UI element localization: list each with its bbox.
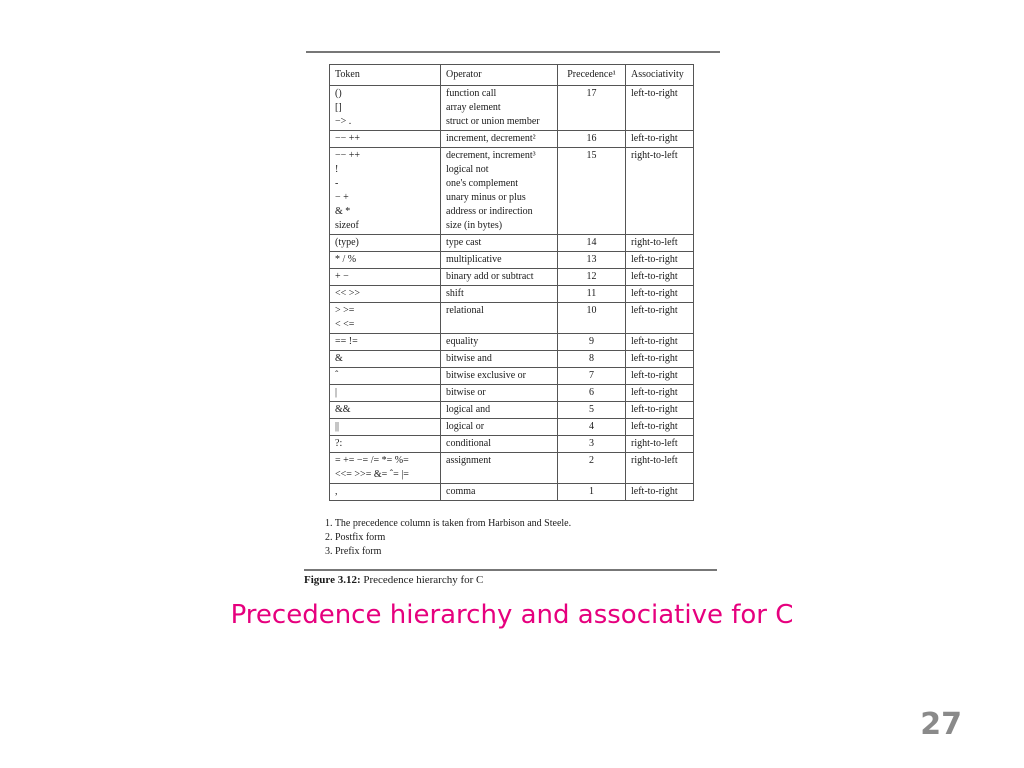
cell-precedence: 2 xyxy=(558,453,626,484)
table-row xyxy=(330,453,694,484)
cell-associativity: left-to-right xyxy=(626,86,694,131)
cell-token: , xyxy=(330,484,441,501)
cell-associativity: right-to-left xyxy=(626,235,694,252)
cell-token: & xyxy=(330,351,441,368)
cell-operator: conditional xyxy=(441,436,558,453)
table-row xyxy=(330,148,694,235)
cell-token: == != xyxy=(330,334,441,351)
cell-associativity: left-to-right xyxy=(626,484,694,501)
cell-associativity: left-to-right xyxy=(626,419,694,436)
cell-precedence: 6 xyxy=(558,385,626,402)
table-row xyxy=(330,86,694,131)
cell-operator: shift xyxy=(441,286,558,303)
cell-precedence: 7 xyxy=(558,368,626,385)
figure-top-rule xyxy=(306,51,720,53)
cell-associativity: left-to-right xyxy=(626,131,694,148)
cell-operator: bitwise and xyxy=(441,351,558,368)
table-row xyxy=(330,303,694,334)
caption-label: Figure 3.12: xyxy=(304,574,361,586)
cell-operator: comma xyxy=(441,484,558,501)
cell-operator: relational xyxy=(441,303,558,334)
cell-token: || xyxy=(330,419,441,436)
cell-precedence: 13 xyxy=(558,252,626,269)
footnotes xyxy=(325,517,571,559)
cell-precedence: 15 xyxy=(558,148,626,235)
footnote-1: 1. The precedence column is taken from Harbison and Steele. xyxy=(325,518,572,529)
footnote-2: 2. Postfix form xyxy=(325,532,386,543)
cell-token: (type) xyxy=(330,235,441,252)
cell-associativity: right-to-left xyxy=(626,453,694,484)
table-row xyxy=(330,235,694,252)
table-row xyxy=(330,334,694,351)
cell-token: << >> xyxy=(330,286,441,303)
cell-operator: increment, decrement² xyxy=(441,131,558,148)
cell-token: && xyxy=(330,402,441,419)
cell-operator: type cast xyxy=(441,235,558,252)
cell-associativity: left-to-right xyxy=(626,303,694,334)
cell-token: * / % xyxy=(330,252,441,269)
table-row xyxy=(330,286,694,303)
cell-operator: decrement, increment³ logical not one's complement unary minus or plus address or indirection size (in bytes) xyxy=(441,148,558,235)
cell-precedence: 4 xyxy=(558,419,626,436)
cell-associativity: left-to-right xyxy=(626,402,694,419)
cell-operator: bitwise exclusive or xyxy=(441,368,558,385)
cell-token: | xyxy=(330,385,441,402)
cell-token: −− ++ xyxy=(330,131,441,148)
table-row xyxy=(330,402,694,419)
caption-text: Precedence hierarchy for C xyxy=(360,574,484,586)
slide-title: Precedence hierarchy and associative for C xyxy=(230,600,794,630)
cell-token: ?: xyxy=(330,436,441,453)
cell-associativity: left-to-right xyxy=(626,385,694,402)
cell-token: = += −= /= *= %= <<= >>= &= ˆ= |= xyxy=(330,453,441,484)
table-row xyxy=(330,436,694,453)
cell-precedence: 14 xyxy=(558,235,626,252)
header-operator: Operator xyxy=(441,65,558,86)
cell-precedence: 3 xyxy=(558,436,626,453)
cell-associativity: left-to-right xyxy=(626,252,694,269)
cell-precedence: 8 xyxy=(558,351,626,368)
cell-precedence: 16 xyxy=(558,131,626,148)
cell-precedence: 9 xyxy=(558,334,626,351)
cell-token: ˆ xyxy=(330,368,441,385)
cell-token: () [] −> . xyxy=(330,86,441,131)
table-body xyxy=(330,86,694,501)
figure-caption xyxy=(304,573,483,587)
table-row xyxy=(330,419,694,436)
cell-operator: multiplicative xyxy=(441,252,558,269)
figure-bottom-rule xyxy=(304,569,717,571)
cell-precedence: 5 xyxy=(558,402,626,419)
cell-token: + − xyxy=(330,269,441,286)
table-row xyxy=(330,368,694,385)
cell-operator: bitwise or xyxy=(441,385,558,402)
precedence-table xyxy=(329,64,694,501)
cell-operator: logical and xyxy=(441,402,558,419)
cell-associativity: left-to-right xyxy=(626,286,694,303)
table-row xyxy=(330,252,694,269)
cell-token: −− ++ ! - − + & * sizeof xyxy=(330,148,441,235)
cell-operator: logical or xyxy=(441,419,558,436)
header-precedence: Precedence¹ xyxy=(558,65,626,86)
table-row xyxy=(330,385,694,402)
cell-associativity: right-to-left xyxy=(626,148,694,235)
cell-precedence: 11 xyxy=(558,286,626,303)
page-number: 27 xyxy=(920,707,962,742)
cell-associativity: left-to-right xyxy=(626,269,694,286)
header-token: Token xyxy=(330,65,441,86)
cell-operator: binary add or subtract xyxy=(441,269,558,286)
footnote-3: 3. Prefix form xyxy=(325,546,382,557)
cell-precedence: 10 xyxy=(558,303,626,334)
cell-operator: assignment xyxy=(441,453,558,484)
header-associativity: Associativity xyxy=(626,65,694,86)
cell-operator: function call array element struct or union member xyxy=(441,86,558,131)
cell-precedence: 12 xyxy=(558,269,626,286)
cell-token: > >= < <= xyxy=(330,303,441,334)
cell-associativity: right-to-left xyxy=(626,436,694,453)
table-row xyxy=(330,131,694,148)
cell-associativity: left-to-right xyxy=(626,368,694,385)
cell-associativity: left-to-right xyxy=(626,334,694,351)
cell-precedence: 17 xyxy=(558,86,626,131)
table-row xyxy=(330,351,694,368)
table-row xyxy=(330,484,694,501)
cell-precedence: 1 xyxy=(558,484,626,501)
cell-operator: equality xyxy=(441,334,558,351)
table-header-row xyxy=(330,65,694,86)
cell-associativity: left-to-right xyxy=(626,351,694,368)
table-row xyxy=(330,269,694,286)
